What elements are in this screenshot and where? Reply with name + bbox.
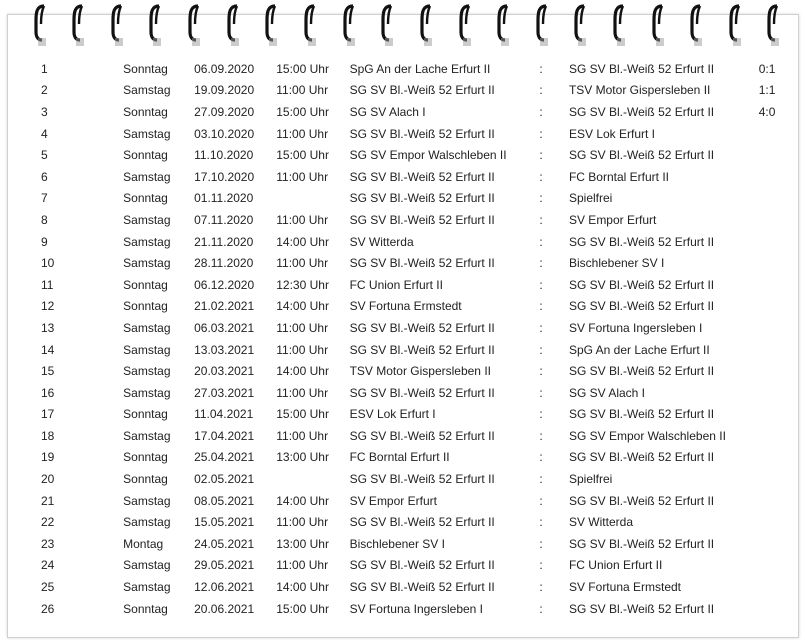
match-date: 21.02.2021 xyxy=(194,299,255,314)
ring-icon xyxy=(612,2,626,46)
match-date: 06.12.2020 xyxy=(194,277,255,292)
match-date: 07.11.2020 xyxy=(194,212,254,227)
match-number: 11 xyxy=(41,277,54,292)
kickoff-time: 11:00 Uhr xyxy=(276,342,329,357)
ring-icon xyxy=(110,2,124,46)
match-date: 06.09.2020 xyxy=(194,61,255,76)
kickoff-time xyxy=(276,468,349,490)
match-date: 20.03.2021 xyxy=(194,364,255,379)
home-team: SG SV Empor Walschleben II xyxy=(349,148,507,163)
away-team: FC Union Erfurt II xyxy=(568,558,663,573)
table-row xyxy=(0,166,805,188)
match-date: 03.10.2020 xyxy=(194,126,255,141)
away-team: FC Borntal Erfurt II xyxy=(568,169,669,184)
match-number: 17 xyxy=(41,407,55,422)
table-row xyxy=(0,58,805,80)
match-date: 15.05.2021 xyxy=(194,515,255,530)
kickoff-time: 15:00 Uhr xyxy=(276,407,329,422)
match-date: 20.06.2021 xyxy=(194,601,255,616)
away-team: SG SV Bl.-Weiß 52 Erfurt II xyxy=(568,450,715,465)
match-date: 17.10.2020 xyxy=(194,169,255,184)
away-team: SG SV Bl.-Weiß 52 Erfurt II xyxy=(568,601,715,616)
separator: : xyxy=(539,61,543,76)
match-number: 21 xyxy=(41,493,55,508)
weekday: Samstag xyxy=(123,320,171,335)
separator: : xyxy=(539,580,543,595)
away-team: SG SV Bl.-Weiß 52 Erfurt II xyxy=(568,104,715,119)
ring-icon xyxy=(728,2,742,46)
match-number: 8 xyxy=(41,212,48,227)
match-result xyxy=(759,231,805,253)
table-row xyxy=(0,339,805,361)
home-team: SG SV Bl.-Weiß 52 Erfurt II xyxy=(349,212,495,227)
home-team: FC Borntal Erfurt II xyxy=(349,450,450,465)
separator: : xyxy=(539,234,543,249)
ring-icon xyxy=(148,2,162,46)
kickoff-time: 15:00 Uhr xyxy=(276,61,329,76)
home-team: SV Witterda xyxy=(349,234,414,249)
away-team: SV Empor Erfurt xyxy=(568,212,657,227)
weekday: Samstag xyxy=(123,234,171,249)
away-team: SG SV Alach I xyxy=(568,385,646,400)
match-result xyxy=(759,555,805,577)
kickoff-time: 14:00 Uhr xyxy=(276,580,329,595)
kickoff-time: 11:00 Uhr xyxy=(276,126,329,141)
match-date: 11.10.2020 xyxy=(194,148,254,163)
match-number: 1 xyxy=(41,61,48,76)
kickoff-time: 15:00 Uhr xyxy=(276,601,329,616)
separator: : xyxy=(539,558,543,573)
separator: : xyxy=(539,104,543,119)
match-number: 4 xyxy=(41,126,48,141)
match-number: 19 xyxy=(41,450,55,465)
match-date: 28.11.2020 xyxy=(194,256,254,271)
match-date: 13.03.2021 xyxy=(194,342,255,357)
match-date: 08.05.2021 xyxy=(194,493,255,508)
match-number: 23 xyxy=(41,536,55,551)
match-result: 0:1 xyxy=(758,61,776,76)
separator: : xyxy=(539,364,543,379)
kickoff-time: 11:00 Uhr xyxy=(276,558,329,573)
match-result xyxy=(759,468,805,490)
home-team: SG SV Bl.-Weiß 52 Erfurt II xyxy=(349,191,495,206)
separator: : xyxy=(539,83,543,98)
table-row xyxy=(0,490,805,512)
table-row xyxy=(0,382,805,404)
kickoff-time: 11:00 Uhr xyxy=(276,212,329,227)
table-row xyxy=(0,80,805,102)
weekday: Samstag xyxy=(123,428,171,443)
weekday: Samstag xyxy=(123,515,171,530)
ring-icon xyxy=(264,2,278,46)
match-date: 24.05.2021 xyxy=(194,536,255,551)
match-result xyxy=(759,209,805,231)
kickoff-time: 11:00 Uhr xyxy=(276,515,329,530)
separator: : xyxy=(539,342,543,357)
kickoff-time: 14:00 Uhr xyxy=(276,493,329,508)
home-team: SV Fortuna Ingersleben I xyxy=(349,601,484,616)
ring-icon xyxy=(303,2,317,46)
match-number: 12 xyxy=(41,299,55,314)
match-date: 21.11.2020 xyxy=(194,234,254,249)
ring-icon xyxy=(342,2,356,46)
home-team: ESV Lok Erfurt I xyxy=(349,407,436,422)
match-number: 5 xyxy=(41,148,48,163)
weekday: Sonntag xyxy=(123,601,168,616)
weekday: Montag xyxy=(123,536,164,551)
match-number: 14 xyxy=(41,342,55,357)
kickoff-time: 14:00 Uhr xyxy=(276,299,329,314)
home-team: SG SV Bl.-Weiß 52 Erfurt II xyxy=(349,580,495,595)
weekday: Samstag xyxy=(123,212,171,227)
home-team: SG SV Bl.-Weiß 52 Erfurt II xyxy=(349,342,495,357)
ring-icon xyxy=(226,2,240,46)
match-number: 18 xyxy=(41,428,55,443)
match-number: 7 xyxy=(41,191,48,206)
ring-icon xyxy=(496,2,510,46)
match-date: 27.03.2021 xyxy=(194,385,255,400)
match-result xyxy=(759,490,805,512)
away-team: SG SV Bl.-Weiß 52 Erfurt II xyxy=(568,277,715,292)
weekday: Sonntag xyxy=(123,407,168,422)
separator: : xyxy=(539,320,543,335)
match-number: 24 xyxy=(41,558,55,573)
weekday: Samstag xyxy=(123,83,171,98)
weekday: Sonntag xyxy=(123,450,168,465)
spiral-binding xyxy=(0,0,805,50)
table-row xyxy=(0,555,805,577)
home-team: SG SV Bl.-Weiß 52 Erfurt II xyxy=(349,515,495,530)
table-row xyxy=(0,144,805,166)
match-date: 11.04.2021 xyxy=(194,407,254,422)
home-team: SpG An der Lache Erfurt II xyxy=(349,61,491,76)
weekday: Samstag xyxy=(123,256,171,271)
weekday: Sonntag xyxy=(123,104,168,119)
ring-icon xyxy=(573,2,587,46)
weekday: Sonntag xyxy=(123,191,168,206)
match-number: 9 xyxy=(41,234,48,249)
table-row xyxy=(0,231,805,253)
separator: : xyxy=(539,277,543,292)
match-date: 01.11.2020 xyxy=(194,191,254,206)
home-team: SG SV Alach I xyxy=(349,104,426,119)
table-row xyxy=(0,252,805,274)
separator: : xyxy=(539,169,543,184)
match-result xyxy=(759,274,805,296)
kickoff-time: 14:00 Uhr xyxy=(276,364,329,379)
away-team: SV Fortuna Ermstedt xyxy=(568,580,682,595)
home-team: SG SV Bl.-Weiß 52 Erfurt II xyxy=(349,256,495,271)
away-team: SV Witterda xyxy=(568,515,633,530)
home-team: SG SV Bl.-Weiß 52 Erfurt II xyxy=(349,169,495,184)
separator: : xyxy=(539,472,543,487)
away-team: TSV Motor Gispersleben II xyxy=(568,83,711,98)
away-team: SG SV Bl.-Weiß 52 Erfurt II xyxy=(568,234,715,249)
kickoff-time: 11:00 Uhr xyxy=(276,385,329,400)
ring-icon xyxy=(766,2,780,46)
match-number: 2 xyxy=(41,83,48,98)
away-team: SG SV Bl.-Weiß 52 Erfurt II xyxy=(568,364,715,379)
separator: : xyxy=(539,493,543,508)
separator: : xyxy=(539,407,543,422)
away-team: Bischlebener SV I xyxy=(568,256,665,271)
match-result xyxy=(759,533,805,555)
away-team: SV Fortuna Ingersleben I xyxy=(568,320,703,335)
table-row xyxy=(0,101,805,123)
home-team: SV Empor Erfurt xyxy=(349,493,437,508)
match-result xyxy=(759,360,805,382)
separator: : xyxy=(539,515,543,530)
match-result xyxy=(759,404,805,426)
ring-icon xyxy=(458,2,472,46)
separator: : xyxy=(539,601,543,616)
match-date: 29.05.2021 xyxy=(194,558,255,573)
table-row xyxy=(0,123,805,145)
match-number: 13 xyxy=(41,320,55,335)
kickoff-time: 11:00 Uhr xyxy=(276,320,329,335)
match-result xyxy=(759,339,805,361)
away-team: SG SV Bl.-Weiß 52 Erfurt II xyxy=(568,148,715,163)
match-result: 1:1 xyxy=(758,83,776,98)
home-team: SG SV Bl.-Weiß 52 Erfurt II xyxy=(349,83,495,98)
match-result xyxy=(759,447,805,469)
separator: : xyxy=(539,450,543,465)
match-number: 6 xyxy=(41,169,48,184)
match-result xyxy=(759,252,805,274)
separator: : xyxy=(539,428,543,443)
match-number: 22 xyxy=(41,515,55,530)
home-team: SV Fortuna Ermstedt xyxy=(349,299,462,314)
home-team: FC Union Erfurt II xyxy=(349,277,443,292)
match-result xyxy=(759,576,805,598)
away-team: SG SV Bl.-Weiß 52 Erfurt II xyxy=(568,493,715,508)
kickoff-time: 15:00 Uhr xyxy=(276,104,329,119)
kickoff-time: 11:00 Uhr xyxy=(276,256,329,271)
kickoff-time: 11:00 Uhr xyxy=(276,169,329,184)
match-number: 10 xyxy=(41,256,55,271)
ring-icon xyxy=(33,2,47,46)
separator: : xyxy=(539,212,543,227)
home-team: SG SV Bl.-Weiß 52 Erfurt II xyxy=(349,385,495,400)
match-result xyxy=(759,188,805,210)
match-result xyxy=(759,166,805,188)
table-row xyxy=(0,576,805,598)
weekday: Samstag xyxy=(123,364,171,379)
table-row xyxy=(0,511,805,533)
kickoff-time: 11:00 Uhr xyxy=(276,83,329,98)
home-team: SG SV Bl.-Weiß 52 Erfurt II xyxy=(349,126,495,141)
match-schedule-table xyxy=(0,58,805,619)
away-team: SpG An der Lache Erfurt II xyxy=(568,342,710,357)
ring-icon xyxy=(651,2,665,46)
kickoff-time xyxy=(276,188,349,210)
table-row xyxy=(0,468,805,490)
table-row xyxy=(0,447,805,469)
ring-icon xyxy=(419,2,433,46)
match-result xyxy=(759,144,805,166)
match-number: 15 xyxy=(41,364,55,379)
ring-icon xyxy=(380,2,394,46)
weekday: Samstag xyxy=(123,493,171,508)
ring-icon xyxy=(187,2,201,46)
table-row xyxy=(0,317,805,339)
away-team: ESV Lok Erfurt I xyxy=(568,126,656,141)
match-date: 02.05.2021 xyxy=(194,472,255,487)
match-date: 27.09.2020 xyxy=(194,104,255,119)
weekday: Sonntag xyxy=(123,472,168,487)
home-team: Bischlebener SV I xyxy=(349,536,445,551)
separator: : xyxy=(539,126,543,141)
ring-icon xyxy=(689,2,703,46)
match-number: 25 xyxy=(41,580,55,595)
match-date: 06.03.2021 xyxy=(194,320,255,335)
ring-icon xyxy=(535,2,549,46)
match-result xyxy=(759,296,805,318)
table-row xyxy=(0,209,805,231)
away-team: SG SV Empor Walschleben II xyxy=(568,428,726,443)
separator: : xyxy=(539,148,543,163)
match-date: 17.04.2021 xyxy=(194,428,255,443)
kickoff-time: 12:30 Uhr xyxy=(276,277,329,292)
weekday: Samstag xyxy=(123,385,171,400)
match-date: 19.09.2020 xyxy=(194,83,255,98)
match-number: 26 xyxy=(41,601,55,616)
table-row xyxy=(0,188,805,210)
match-result: 4:0 xyxy=(758,104,776,119)
weekday: Samstag xyxy=(123,126,171,141)
kickoff-time: 13:00 Uhr xyxy=(276,536,329,551)
kickoff-time: 13:00 Uhr xyxy=(276,450,329,465)
home-team: SG SV Bl.-Weiß 52 Erfurt II xyxy=(349,558,495,573)
match-number: 3 xyxy=(41,104,48,119)
table-row xyxy=(0,274,805,296)
match-result xyxy=(759,317,805,339)
match-number: 20 xyxy=(41,472,55,487)
weekday: Sonntag xyxy=(123,61,168,76)
home-team: SG SV Bl.-Weiß 52 Erfurt II xyxy=(349,320,495,335)
weekday: Sonntag xyxy=(123,299,168,314)
weekday: Samstag xyxy=(123,169,171,184)
kickoff-time: 15:00 Uhr xyxy=(276,148,329,163)
separator: : xyxy=(539,256,543,271)
weekday: Sonntag xyxy=(123,277,168,292)
away-team: SG SV Bl.-Weiß 52 Erfurt II xyxy=(568,407,715,422)
separator: : xyxy=(539,191,543,206)
weekday: Samstag xyxy=(123,558,171,573)
table-row xyxy=(0,404,805,426)
table-row xyxy=(0,296,805,318)
table-row xyxy=(0,598,805,620)
away-team: Spielfrei xyxy=(568,191,613,206)
match-result xyxy=(759,123,805,145)
kickoff-time: 14:00 Uhr xyxy=(276,234,329,249)
home-team: SG SV Bl.-Weiß 52 Erfurt II xyxy=(349,428,495,443)
match-date: 12.06.2021 xyxy=(194,580,255,595)
table-row xyxy=(0,425,805,447)
table-row xyxy=(0,360,805,382)
schedule-body xyxy=(0,58,805,619)
away-team: SG SV Bl.-Weiß 52 Erfurt II xyxy=(568,61,715,76)
weekday: Samstag xyxy=(123,580,171,595)
kickoff-time: 11:00 Uhr xyxy=(276,428,329,443)
match-number: 16 xyxy=(41,385,55,400)
match-result xyxy=(759,425,805,447)
weekday: Samstag xyxy=(123,342,171,357)
separator: : xyxy=(539,536,543,551)
match-date: 25.04.2021 xyxy=(194,450,255,465)
home-team: TSV Motor Gispersleben II xyxy=(349,364,491,379)
ring-icon xyxy=(71,2,85,46)
match-result xyxy=(759,511,805,533)
away-team: SG SV Bl.-Weiß 52 Erfurt II xyxy=(568,299,715,314)
separator: : xyxy=(539,299,543,314)
weekday: Sonntag xyxy=(123,148,168,163)
table-row xyxy=(0,533,805,555)
away-team: Spielfrei xyxy=(568,472,613,487)
match-result xyxy=(759,382,805,404)
away-team: SG SV Bl.-Weiß 52 Erfurt II xyxy=(568,536,715,551)
separator: : xyxy=(539,385,543,400)
home-team: SG SV Bl.-Weiß 52 Erfurt II xyxy=(349,472,495,487)
match-result xyxy=(759,598,805,620)
